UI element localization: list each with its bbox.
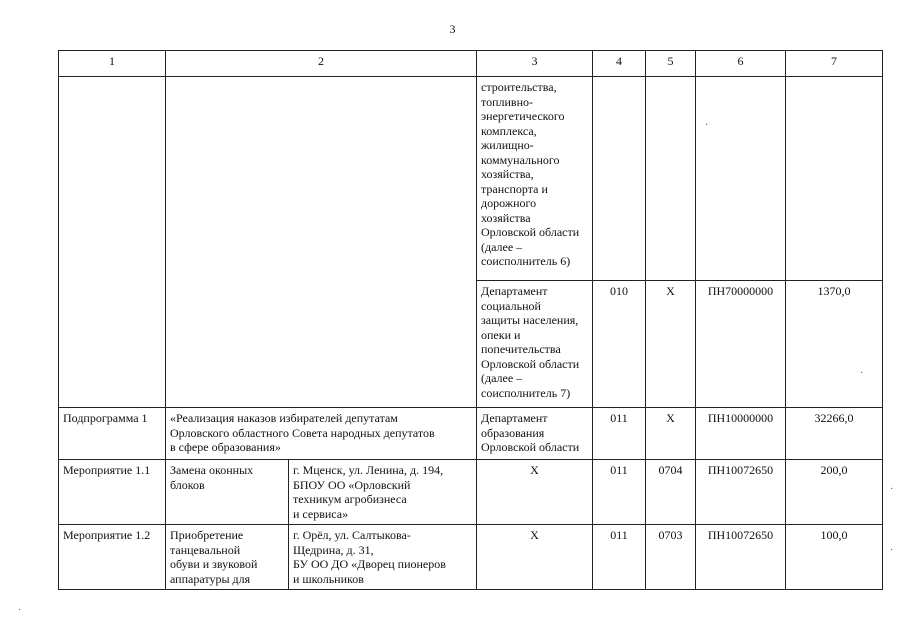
amount-cell: 1370,0 — [786, 281, 883, 408]
table-cell — [786, 77, 883, 281]
table-row — [59, 525, 883, 590]
header-cell: 4 — [593, 51, 646, 77]
scan-speck: · — [705, 120, 709, 131]
executor-cell: Департамент образования Орловской области — [477, 408, 593, 460]
target-code-cell: ПН10000000 — [696, 408, 786, 460]
amount-cell: 200,0 — [786, 460, 883, 525]
item-label-cell: Мероприятие 1.2 — [59, 525, 166, 590]
target-code-cell: ПН10072650 — [696, 525, 786, 590]
executor-cell: Департамент социальной защиты населения, опеки и попечительства Орловской области (далее – соисполнитель 7) — [477, 281, 593, 408]
scan-speck: · — [890, 484, 894, 495]
section-code-cell: 0703 — [646, 525, 696, 590]
header-cell: 6 — [696, 51, 786, 77]
executor-cell: Х — [477, 460, 593, 525]
table-cell — [646, 77, 696, 281]
section-code-cell: Х — [646, 281, 696, 408]
table-row — [59, 460, 883, 525]
header-cell: 5 — [646, 51, 696, 77]
address-cell: г. Мценск, ул. Ленина, д. 194, БПОУ ОО «Орловский техникум агробизнеса и сервиса» — [289, 460, 477, 525]
item-label-cell: Подпрограмма 1 — [59, 408, 166, 460]
description-cell: Приобретение танцевальной обуви и звуковой аппаратуры для — [166, 525, 289, 590]
gov-code-cell: 011 — [593, 525, 646, 590]
page-number: 3 — [449, 22, 456, 36]
table-row — [59, 77, 883, 281]
header-cell: 1 — [59, 51, 166, 77]
header-cell: 2 — [166, 51, 477, 77]
header-cell: 7 — [786, 51, 883, 77]
scan-speck: · — [890, 545, 894, 556]
section-code-cell: 0704 — [646, 460, 696, 525]
description-cell: Замена оконных блоков — [166, 460, 289, 525]
address-cell: г. Орёл, ул. Салтыкова- Щедрина, д. 31, БУ ОО ДО «Дворец пионеров и школьников — [289, 525, 477, 590]
gov-code-cell: 011 — [593, 408, 646, 460]
target-code-cell: ПН70000000 — [696, 281, 786, 408]
table-cell — [593, 77, 646, 281]
table-cell — [166, 77, 477, 408]
description-cell: «Реализация наказов избирателей депутатам Орловского областного Совета народных депутатов в сфере образования» — [166, 408, 477, 460]
header-cell: 3 — [477, 51, 593, 77]
executor-cell: строительства, топливно- энергетического комплекса, жилищно- коммунального хозяйства, транспорта и дорожного хозяйства Орловской области (далее – соисполнитель 6) — [477, 77, 593, 281]
amount-cell: 32266,0 — [786, 408, 883, 460]
budget-table — [58, 50, 883, 590]
table-cell — [59, 77, 166, 408]
table-cell — [696, 77, 786, 281]
scan-speck: · — [18, 605, 22, 616]
executor-cell: Х — [477, 525, 593, 590]
amount-cell: 100,0 — [786, 525, 883, 590]
target-code-cell: ПН10072650 — [696, 460, 786, 525]
gov-code-cell: 010 — [593, 281, 646, 408]
gov-code-cell: 011 — [593, 460, 646, 525]
item-label-cell: Мероприятие 1.1 — [59, 460, 166, 525]
scan-speck: · — [860, 368, 864, 379]
header-row — [59, 51, 883, 77]
section-code-cell: Х — [646, 408, 696, 460]
table-row — [59, 408, 883, 460]
